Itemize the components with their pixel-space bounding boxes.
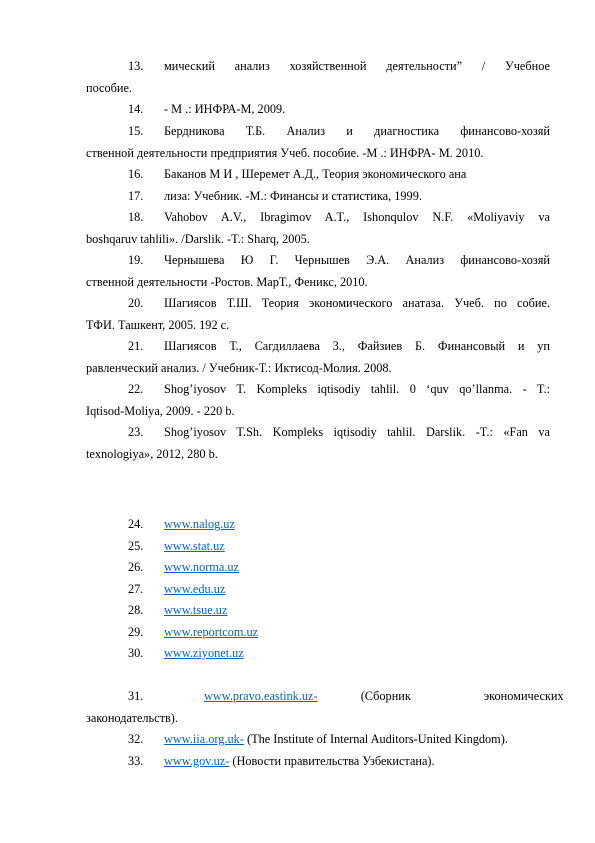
reference-item <box>86 56 550 99</box>
reference-number: 18. <box>128 210 144 224</box>
reference-text: Iqtisod-Moliya, 2009. - 220 b. <box>86 403 235 418</box>
reference-link[interactable]: www.reportcom.uz <box>164 625 259 639</box>
reference-item-32 <box>86 729 550 751</box>
reference-text: Шагиясов Т., Сагдиллаева 3., Файзиев Б. Финансовый и уп <box>164 339 550 353</box>
reference-text: boshqaruv tahlili». /Darslik. -T.: Sharq, 2005. <box>86 231 310 246</box>
reference-item <box>86 643 550 665</box>
reference-item <box>86 250 550 293</box>
reference-text: ТФИ. Ташкент, 2005. 192 с. <box>86 317 230 332</box>
reference-item <box>86 557 550 579</box>
reference-link[interactable]: www.gov.uz- <box>164 754 230 768</box>
reference-text: (Новости правительства Узбекистана). <box>232 754 435 768</box>
reference-text: Шагиясов Т.Ш. Теория экономического анатаза. Учеб. по собие. <box>164 296 550 310</box>
reference-text: мический анализ хозяйственной деятельности” / Учебное <box>164 59 550 73</box>
reference-number: 21. <box>128 339 144 353</box>
reference-item-31 <box>86 686 564 729</box>
reference-number: 16. <box>128 167 144 181</box>
reference-link[interactable]: www.ziyonet.uz <box>164 646 244 660</box>
reference-text: ственной деятельности -Ростов. МарТ., Феникс, 2010. <box>86 274 368 289</box>
reference-text: ственной деятельности предприятия Учеб. пособие. -М .: ИНФРА- М. 2010. <box>86 145 484 160</box>
reference-number: 24. <box>128 517 144 531</box>
reference-item <box>86 336 550 379</box>
reference-item <box>86 579 550 601</box>
reference-text: Shog’iyosov T. Kompleks iqtisodiy tahlil. 0 ‘quv qo’llanma. - T.: <box>164 382 550 396</box>
reference-text: равленческий анализ. / Учебник-Т.: Иктисод-Молия. 2008. <box>86 360 392 375</box>
reference-number: 20. <box>128 296 144 310</box>
reference-text: лиза: Учебник. -М.: Финансы и статистика, 1999. <box>164 189 422 203</box>
reference-text: (The Institute of Internal Auditors-United Kingdom). <box>247 732 508 746</box>
reference-text: законодательств). <box>86 710 178 725</box>
reference-text: (Сборник экономических <box>360 689 564 703</box>
reference-link[interactable]: www.norma.uz <box>164 560 240 574</box>
reference-item <box>86 121 550 164</box>
reference-item <box>86 186 550 208</box>
reference-number: 22. <box>128 382 144 396</box>
reference-number: 30. <box>128 646 144 660</box>
reference-item <box>86 422 550 465</box>
reference-text: Бердникова Т.Б. Анализ и диагностика финансово-хозяй <box>164 124 550 138</box>
reference-number: 23. <box>128 425 144 439</box>
reference-item <box>86 600 550 622</box>
reference-text: texnologiya», 2012, 280 b. <box>86 446 218 461</box>
reference-number: 14. <box>128 102 144 116</box>
reference-link[interactable]: www.nalog.uz <box>164 517 235 531</box>
reference-item <box>86 379 550 422</box>
reference-item <box>86 536 550 558</box>
reference-link[interactable]: www.pravo.eastink.uz- <box>204 689 318 703</box>
reference-text: Shog’iyosov T.Sh. Kompleks iqtisodiy tahlil. Darslik. -T.: «Fan va <box>164 425 550 439</box>
reference-number: 26. <box>128 560 144 574</box>
reference-text: - М .: ИНФРА-М, 2009. <box>164 102 286 116</box>
reference-link[interactable]: www.stat.uz <box>164 539 225 553</box>
reference-number: 31. <box>128 689 144 703</box>
reference-number: 13. <box>128 59 144 73</box>
reference-link[interactable]: www.iia.org.uk- <box>164 732 244 746</box>
reference-number: 17. <box>128 189 144 203</box>
reference-number: 29. <box>128 625 144 639</box>
reference-link[interactable]: www.tsue.uz <box>164 603 228 617</box>
reference-item <box>86 622 550 644</box>
reference-item <box>86 99 550 121</box>
reference-item-33 <box>86 751 550 773</box>
reference-number: 19. <box>128 253 144 267</box>
reference-number: 25. <box>128 539 144 553</box>
reference-number: 28. <box>128 603 144 617</box>
reference-item <box>86 207 550 250</box>
reference-text: Vahobov A.V., Ibragimov A.T., Ishonqulov N.F. «Moliyaviy va <box>164 210 550 224</box>
reference-number: 33. <box>128 754 144 768</box>
reference-number: 15. <box>128 124 144 138</box>
reference-item <box>86 514 550 536</box>
reference-item <box>86 164 550 186</box>
reference-number: 32. <box>128 732 144 746</box>
reference-link[interactable]: www.edu.uz <box>164 582 226 596</box>
reference-item <box>86 293 550 336</box>
reference-text: пособие. <box>86 80 133 95</box>
reference-text: Чернышева Ю Г. Чернышев Э.А. Анализ финансово-хозяй <box>164 253 550 267</box>
reference-text: Баканов М И , Шеремет А.Д., Теория экономического ана <box>164 167 467 181</box>
reference-number: 27. <box>128 582 144 596</box>
